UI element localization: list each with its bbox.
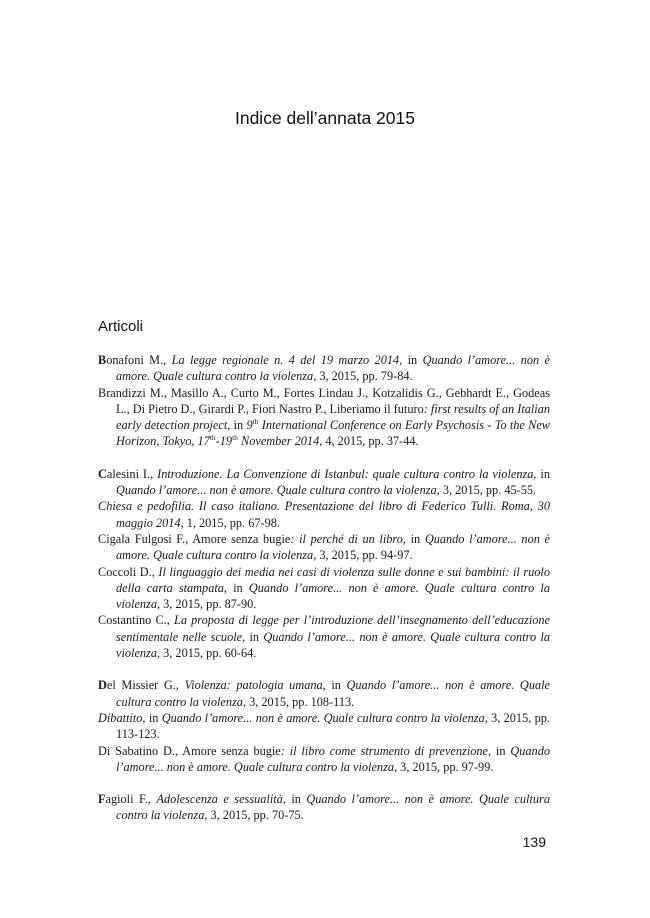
letter-group <box>98 352 550 450</box>
entry-text: Di Sabatino D., Amore senza bugie <box>98 743 281 758</box>
page-number: 139 <box>522 834 546 850</box>
index-entry <box>98 612 550 661</box>
entry-text: Adolescenza e sessualità <box>156 792 283 807</box>
entry-text: , in <box>399 353 423 367</box>
entry-text: Violenza: patologia umana <box>184 678 323 693</box>
entry-text: , 3, 2015, pp. 113-123. <box>116 710 550 742</box>
entry-text: Brandizzi M., Masillo A., Curto M., Fortes Lindau J., Kotzalidis G., Gebhardt E., Godeas L., Di Pietro D., Girardi P., Fiori Nastro P., Liberiamo il futuro <box>98 385 550 416</box>
entry-text: , in <box>322 678 347 693</box>
letter-group <box>98 677 550 775</box>
entry-initial: B <box>98 353 107 367</box>
entry-text: Costantino C., <box>98 613 174 628</box>
entry-text: , 3, 2015, pp. 70-75. <box>204 808 304 823</box>
superscript: th <box>209 433 216 443</box>
index-entry <box>98 743 550 776</box>
letter-group <box>98 791 550 824</box>
entry-text: , in <box>142 710 162 725</box>
letter-group <box>98 466 550 662</box>
entry-text: , 1, 2015, pp. 67-98. <box>180 515 280 530</box>
entry-text: , in <box>242 629 264 644</box>
entry-text: November 2014 <box>237 434 320 449</box>
entry-text: Quando l’amore... non è amore. Quale cultura contro la violenza <box>116 353 551 384</box>
index-entry <box>98 564 550 613</box>
entry-text: , 3, 2015, pp. 45-55. <box>436 483 537 498</box>
entry-text: agioli F., <box>105 792 157 807</box>
entry-text: : first results of an Italian early detection project <box>116 401 551 433</box>
entry-text: Cigala Fulgosi F., Amore senza bugie <box>98 531 291 546</box>
entry-text: , in <box>227 418 247 433</box>
index-entry <box>98 498 550 531</box>
entry-text: Quando l’amore... non è amore. Quale cultura contro la violenza <box>116 580 550 612</box>
entry-text: , in <box>402 531 425 546</box>
entry-text: La proposta di legge per l’introduzione dell’insegnamento dell’educazione sentimentale nelle scuole <box>116 613 550 644</box>
section-heading-articoli: Articoli <box>98 318 144 335</box>
entry-text: Coccoli D., <box>98 564 159 579</box>
index-entry <box>98 466 550 499</box>
index-entries <box>98 352 550 840</box>
entry-text: , in <box>533 466 550 481</box>
entry-text: el Missier G., <box>106 678 185 693</box>
entry-text: International Conference on Early Psychosis - To the New Horizon, Tokyo, 17 <box>116 418 550 449</box>
entry-text: , 3, 2015, pp. 60-64. <box>156 646 257 661</box>
superscript: th <box>252 417 259 427</box>
entry-text: , 3, 2015, pp. 87-90. <box>156 597 257 612</box>
entry-text: , 3, 2015, pp. 108-113. <box>242 694 355 709</box>
index-entry <box>98 710 550 743</box>
entry-text: Introduzione. La Convenzione di Istanbul: quale cultura contro la violenza <box>157 466 534 481</box>
entry-text: Il linguaggio dei media nei casi di violenza sulle donne e sui bambini: il ruolo della carta stampata <box>116 564 550 595</box>
index-entry <box>98 385 550 450</box>
entry-text: Dibattito <box>98 710 143 725</box>
entry-text: Quando l’amore... non è amore. Quale cultura contro la violenza <box>116 743 550 774</box>
entry-text: Chiesa e pedofilia. Il caso italiano. Presentazione del libro di Federico Tulli. Roma, 30 maggio 2014 <box>98 499 550 530</box>
entry-initial: F <box>98 792 106 807</box>
entry-text: , 3, 2015, pp. 94-97. <box>313 548 413 563</box>
entry-text: , 4, 2015, pp. 37-44. <box>319 434 419 449</box>
entry-text: Quando l’amore... non è amore. Quale cultura contro la violenza <box>116 678 550 709</box>
entry-text: , in <box>488 743 511 758</box>
entry-text: : il perché di un libro <box>290 531 403 546</box>
entry-text: Quando l’amore... non è amore. Quale cultura contro la violenza <box>161 710 485 725</box>
index-entry <box>98 352 550 385</box>
entry-text: Quando l’amore... non è amore. Quale cultura contro la violenza <box>116 792 550 823</box>
index-entry <box>98 531 550 564</box>
entry-initial: C <box>98 466 107 481</box>
entry-text: La legge regionale n. 4 del 19 marzo 2014 <box>171 353 400 367</box>
entry-text: alesini I., <box>106 466 158 481</box>
entry-text: -19 <box>215 434 233 449</box>
entry-text: 9 <box>246 418 253 433</box>
entry-text: Quando l’amore... non è amore. Quale cultura contro la violenza <box>116 629 550 661</box>
entry-text: onafoni M., <box>106 353 172 367</box>
index-entry <box>98 791 550 824</box>
entry-text: , in <box>282 792 307 807</box>
entry-text: , in <box>223 580 249 595</box>
page-title: Indice dell’annata 2015 <box>234 108 415 128</box>
index-entry <box>98 677 550 710</box>
superscript: th <box>232 433 238 443</box>
entry-text: , 3, 2015, pp. 97-99. <box>394 759 494 774</box>
entry-text: , 3, 2015, pp. 79-84. <box>313 369 413 384</box>
entry-text: : il libro come strumento di prevenzione <box>280 743 488 758</box>
entry-text: Quando l’amore... non è amore. Quale cultura contro la violenza <box>116 531 550 563</box>
entry-initial: D <box>98 678 107 693</box>
entry-text: Quando l’amore... non è amore. Quale cultura contro la violenza <box>116 483 437 498</box>
